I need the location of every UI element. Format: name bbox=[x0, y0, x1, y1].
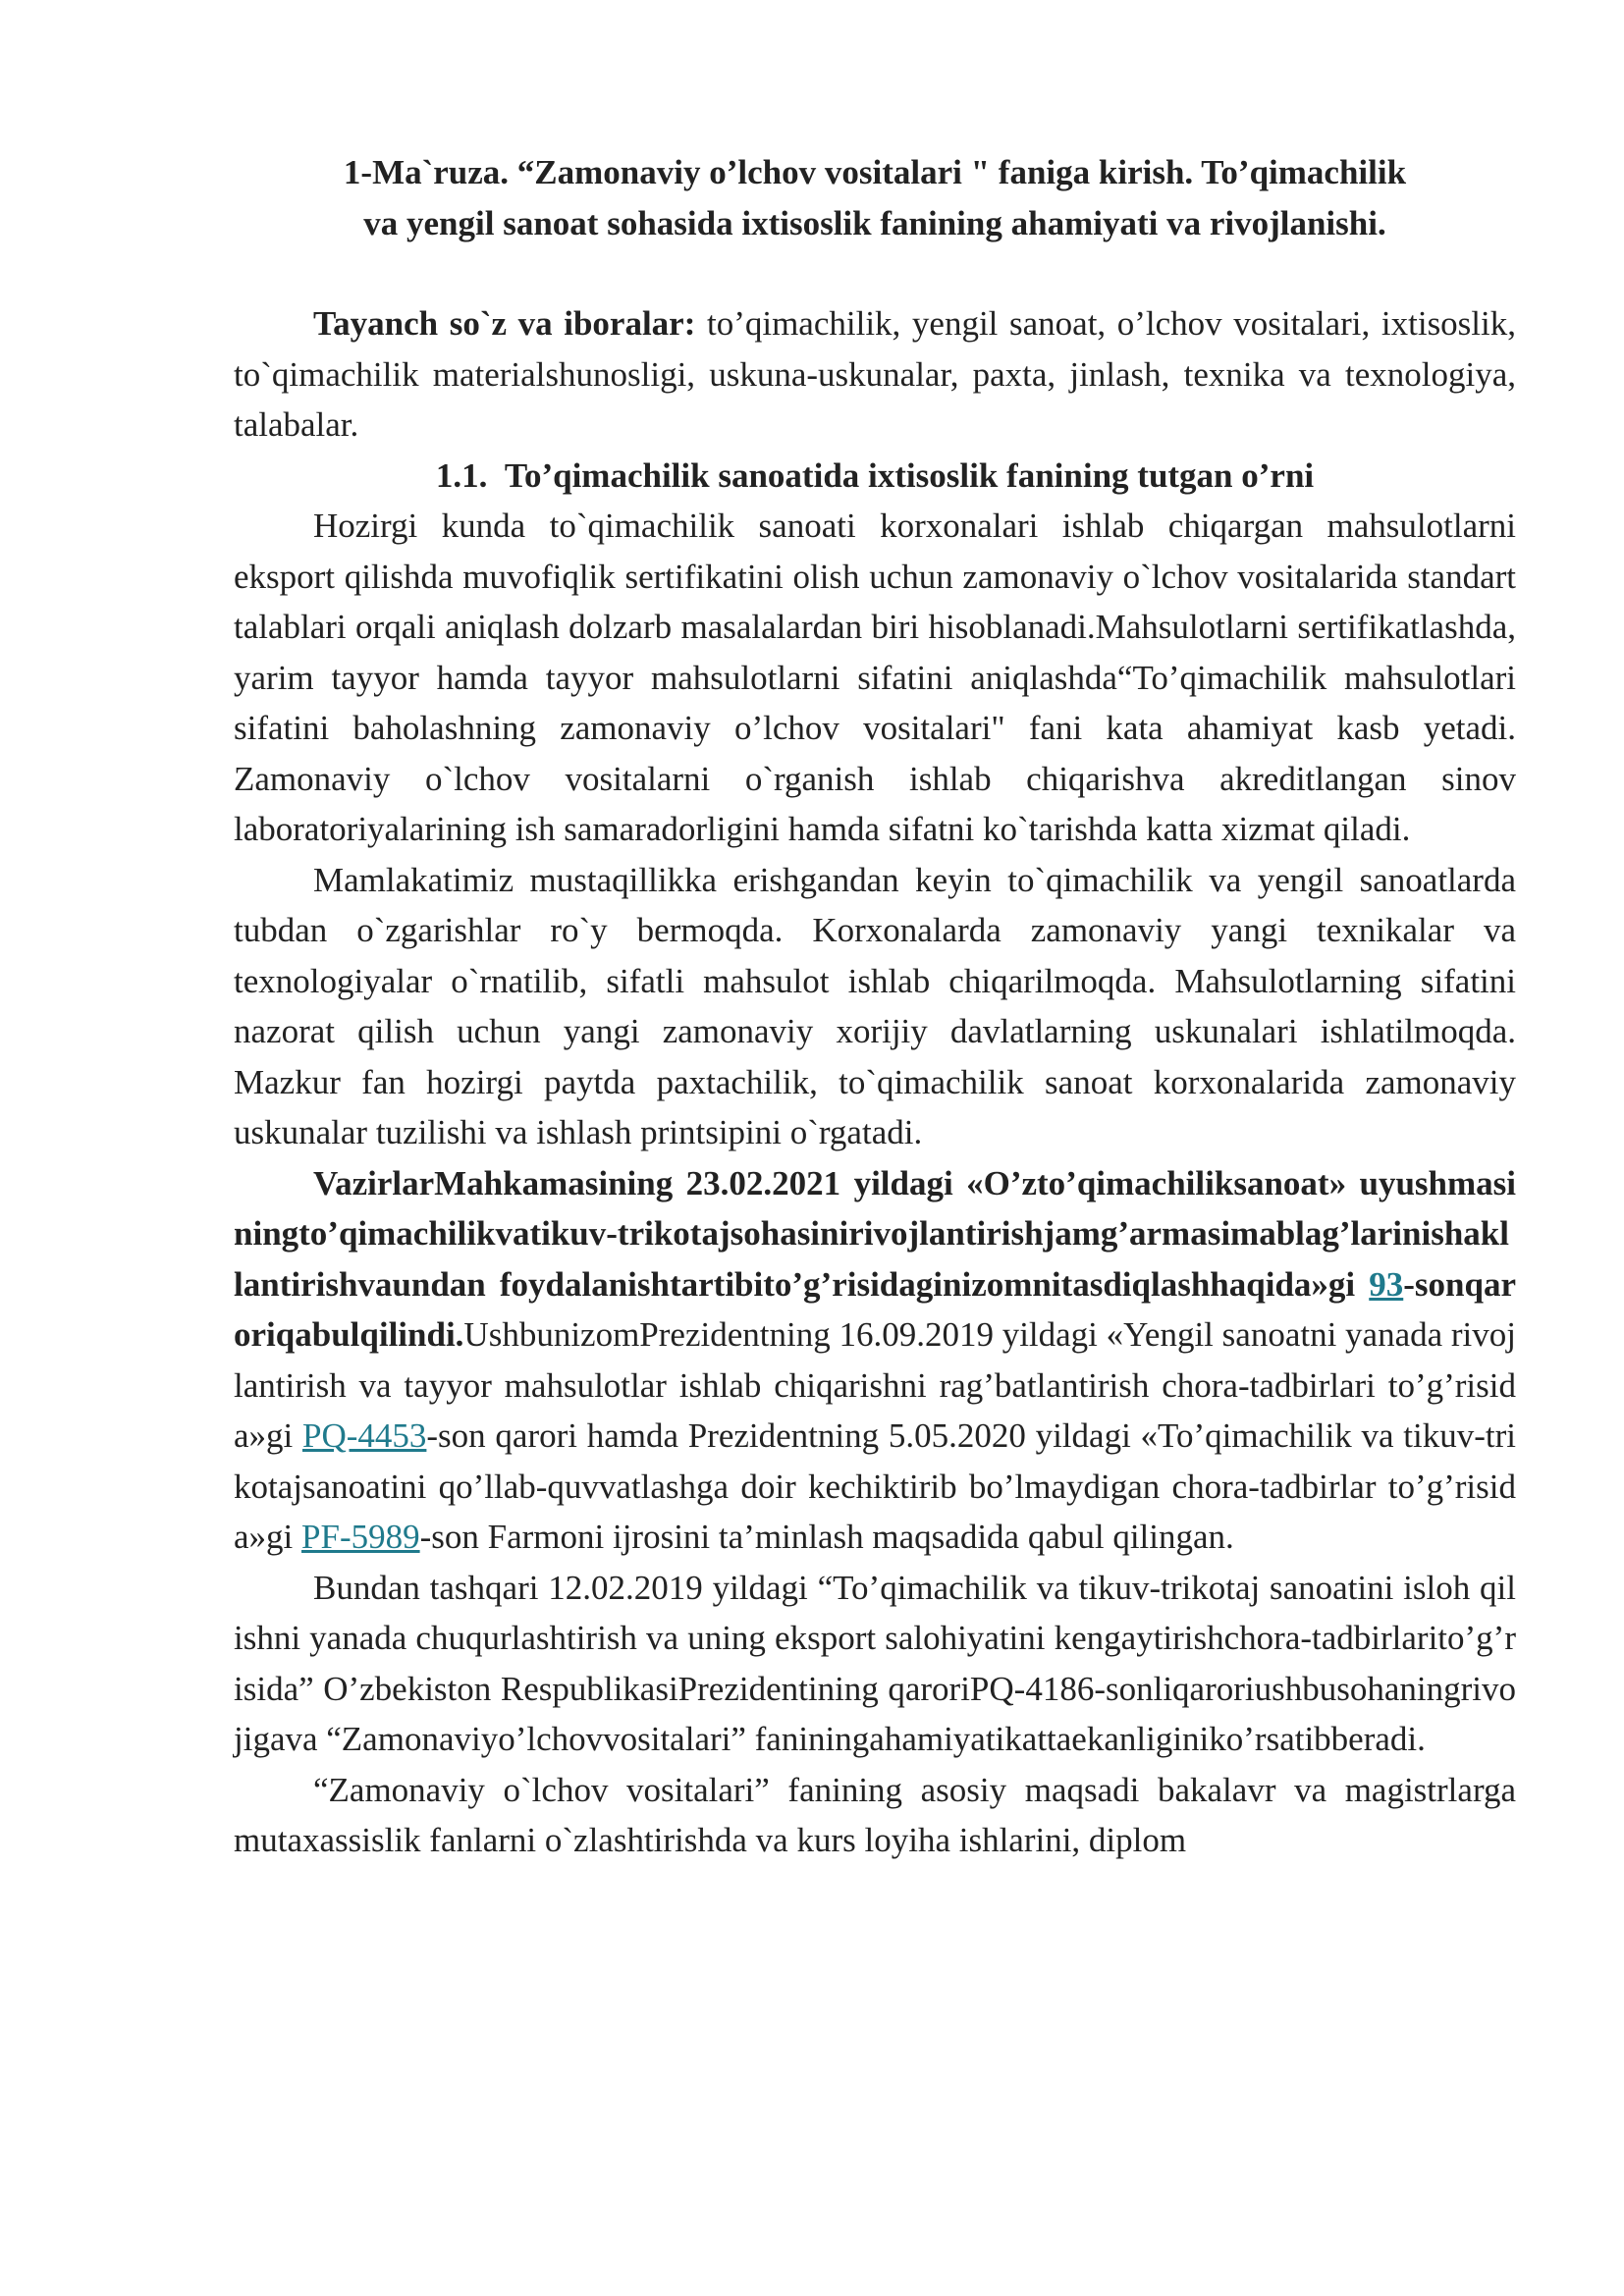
section-heading-text: To’qimachilik sanoatida ixtisoslik fanining tutgan o’rni bbox=[504, 455, 1315, 495]
keywords-paragraph bbox=[234, 298, 1516, 451]
regulation-text-3: -son Farmoni ijrosini ta’minlash maqsadida qabul qilingan. bbox=[419, 1518, 1234, 1556]
resolution-93-link[interactable]: 93 bbox=[1369, 1264, 1404, 1304]
resolution-adopted-text: -sonqaroriqabulqilindi. bbox=[234, 1264, 1516, 1354]
section-heading bbox=[234, 451, 1516, 502]
title-spacer bbox=[234, 248, 1516, 298]
pq-4453-link[interactable]: PQ-4453 bbox=[302, 1416, 427, 1455]
paragraph-2: Mamlakatimiz mustaqillikka erishgandan keyin to`qimachilik va yengil sanoatlarda tubdan o`zgarishlar ro`y bermoqda. Korxonalarda zamonaviy yangi texnikalar va texnologiyalar o`rnatilib, sifatli mahsulot ishlab chiqarilmoqda. Mahsulotlarning sifatini nazorat qilish uchun yangi zamonaviy xorijiy davlatlarning uskunalari ishlatilmoqda. Mazkur fan hozirgi paytda paxtachilik, to`qimachilik sanoat korxonalarida zamonaviy uskunalar tuzilishi va ishlash printsipini o`rgatadi. bbox=[234, 860, 1516, 1151]
paragraph-1: Hozirgi kunda to`qimachilik sanoati korxonalari ishlab chiqargan mahsulotlarni eksport qilishda muvofiqlik sertifikatini olish uchun zamonaviy o`lchov vositalarida standart talablari orqali aniqlash dolzarb masalalardan biri hisoblanadi.Mahsulotlarni sertifikatlashda, yarim tayyor hamda tayyor mahsulotlarni sifatini aniqlashda“To’qimachilik mahsulotlari sifatini baholashning zamonaviy o’lchov vositalari" fani kata ahamiyat kasb yetadi. Zamonaviy o`lchov vositalarni o`rganish ishlab chiqarishva akreditlangan sinov laboratoriyalarining ish samaradorligini hamda sifatni ko`tarishda katta xizmat qiladi. bbox=[234, 507, 1516, 848]
paragraph-5: “Zamonaviy o`lchov vositalari” fanining asosiy maqsadi bakalavr va magistrlarga mutaxassislik fanlarni o`zlashtirishda va kurs loyiha ishlarini, diplom bbox=[234, 1770, 1516, 1859]
paragraph-4: Bundan tashqari 12.02.2019 yildagi “To’qimachilik va tikuv-trikotaj sanoatini isloh qilishni yanada chuqurlashtirish va uning eksport salohiyatini kengaytirishchora-tadbirlarito’g’risida” O’zbekiston RespublikasiPrezidentining qaroriPQ-4186-sonliqaroriushbusohaningrivojigava “Zamonaviyo’lchovvositalari” faniningahamiyatikattaekanliginiko’rsatibberadi. bbox=[234, 1568, 1516, 1758]
paragraph-3 bbox=[234, 1158, 1516, 1563]
keywords-text: to’qimachilik, yengil sanoat, o’lchov vositalari, ixtisoslik, to`qimachilik materialshunosligi, uskuna-uskunalar, paxta, jinlash, texnika va texnologiya, talabalar. bbox=[234, 304, 1517, 444]
lecture-title-line-1: 1-Ma`ruza. “Zamonaviy o’lchov vositalari " faniga kirish. To’qimachilik bbox=[343, 153, 1407, 191]
keywords-label: Tayanch so`z va iboralar: bbox=[313, 304, 696, 343]
resolution-title: VazirlarMahkamasining 23.02.2021 yildagi «O’zto’qimachiliksanoat» uyushmasiningto’qimachilikvatikuv-trikotajsohasinirivojlantirishjamg’armasimablag’larinishakllantirishvaundan foydalanishtartibito’g’risidaginizomnitasdiqlashhaqida»gi bbox=[234, 1163, 1516, 1304]
lecture-title-line-2: va yengil sanoat sohasida ixtisoslik fanining ahamiyati va rivojlanishi. bbox=[363, 203, 1386, 242]
section-number: 1.1. bbox=[435, 455, 488, 495]
lecture-title bbox=[234, 147, 1516, 248]
regulation-text-2: -son qarori hamda Prezidentning 5.05.2020 yildagi «To’qimachilik va tikuv-trikotajsanoatini qo’llab-quvvatlashga doir kechiktirib bo’lmaydigan chora-tadbirlar to’g’risida»gi bbox=[234, 1416, 1517, 1556]
pf-5989-link[interactable]: PF-5989 bbox=[301, 1518, 420, 1556]
document-page bbox=[234, 147, 1516, 1866]
regulation-text-1: UshbunizomPrezidentning 16.09.2019 yildagi «Yengil sanoatni yanada rivojlantirish va tayyor mahsulotlar ishlab chiqarishni rag’batlantirish chora-tadbirlari to’g’risida»gi bbox=[234, 1315, 1517, 1455]
